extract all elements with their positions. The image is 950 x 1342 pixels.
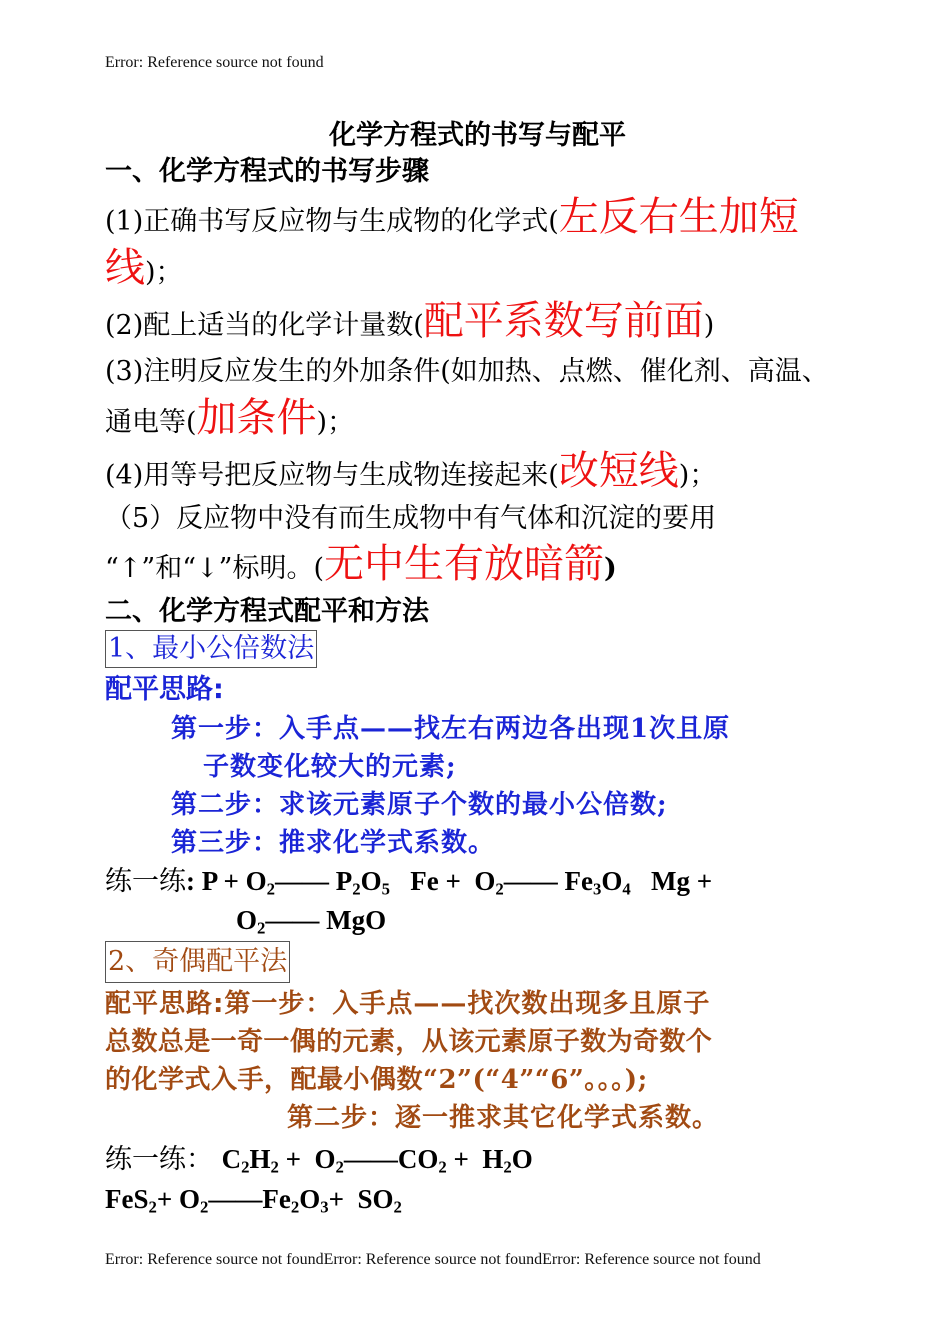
method2-practice-label: 练一练： xyxy=(105,1144,213,1175)
step1-text: (1)正确书写反应物与生成物的化学式( xyxy=(105,206,559,237)
step5-line2 xyxy=(105,539,850,594)
step3-highlight: 加条件 xyxy=(196,395,317,441)
method1-practice-label: 练一练 xyxy=(105,866,186,897)
section2-heading: 二、化学方程式配平和方法 xyxy=(105,596,429,627)
step5-line1: （5）反应物中没有而生成物中有气体和沉淀的要用 xyxy=(105,503,717,534)
step5-end: ) xyxy=(604,553,617,584)
method1-title: 1、最小公倍数法 xyxy=(105,630,317,668)
step2-highlight: 配平系数写前面 xyxy=(423,298,704,344)
method1-step1a: 第一步：入手点——找左右两边各出现1次且原 xyxy=(171,714,731,744)
step5-highlight: 无中生有放暗箭 xyxy=(324,541,604,587)
page-footer: Error: Reference source not foundError: Reference source not foundError: Reference source not found xyxy=(105,1251,761,1268)
method2-line1: 配平思路:第一步：入手点——找次数出现多且原子 xyxy=(105,989,711,1019)
method2-practice-row2: $FeS_2+ O_2——Fe_2O_3+ SO_2$ xyxy=(105,1184,402,1217)
step4 xyxy=(105,448,850,499)
method1-step3: 第三步：推求化学式系数。 xyxy=(171,828,496,858)
step4-highlight: 改短线 xyxy=(558,448,679,494)
step1-highlight: 左反右生加短线 xyxy=(105,194,799,291)
method1-practice-row2: $O_2——$ MgO xyxy=(236,905,387,938)
step2-text: (2)配上适当的化学计量数( xyxy=(105,310,424,341)
step1-end: )； xyxy=(145,257,183,288)
page-header: Error: Reference source not found xyxy=(105,54,324,71)
document-title: 化学方程式的书写与配平 xyxy=(329,120,626,151)
section1-heading: 一、化学方程式的书写步骤 xyxy=(105,156,429,187)
method1-idea-label: 配平思路: xyxy=(105,674,224,705)
method1-title-row xyxy=(105,630,850,670)
step3-end: )； xyxy=(316,407,355,438)
step4-end: )； xyxy=(678,460,717,491)
document-body xyxy=(105,118,850,1218)
method1-step1b: 子数变化较大的元素; xyxy=(203,752,457,782)
practice-eq-1: $P + O_2——$ $P_2O_5$ $Fe + O_2——$ $Fe_3O_4$ Mg + xyxy=(201,866,713,899)
step2-end: ) xyxy=(703,310,715,341)
step3-text: (3)注明反应发生的外加条件(如加热、点燃、催化剂、高温、通电等( xyxy=(105,356,829,438)
method1-step2: 第二步：求该元素原子个数的最小公倍数; xyxy=(171,790,668,820)
method1-practice-row1: 练一练: $P + O_2——$ $P_2O_5$ $Fe + O_2——$ $Fe_3O_4$ Mg + xyxy=(105,866,713,899)
method2-title: 2、奇偶配平法 xyxy=(105,941,290,983)
method2-practice-row1 xyxy=(105,1139,850,1180)
step4-text: (4)用等号把反应物与生成物连接起来( xyxy=(105,460,559,491)
step1 xyxy=(105,194,850,296)
method2-line3: 的化学式入手，配最小偶数“2”(“4”“6”。。。); xyxy=(105,1065,648,1095)
method2-line4: 第二步：逐一推求其它化学式系数。 xyxy=(287,1103,720,1133)
step5-text: “↑”和“↓”标明。( xyxy=(105,553,324,584)
step3 xyxy=(105,349,850,446)
step2 xyxy=(105,298,850,349)
practice-eq-2: $C_2H_2$ + $O_2——CO_2 + H_2O$ xyxy=(221,1144,533,1177)
method2-line2: 总数总是一奇一偶的元素，从该元素原子数为奇数个 xyxy=(105,1027,713,1057)
method2-idea-label: 配平思路: xyxy=(105,989,225,1019)
method2-title-row xyxy=(105,941,850,985)
